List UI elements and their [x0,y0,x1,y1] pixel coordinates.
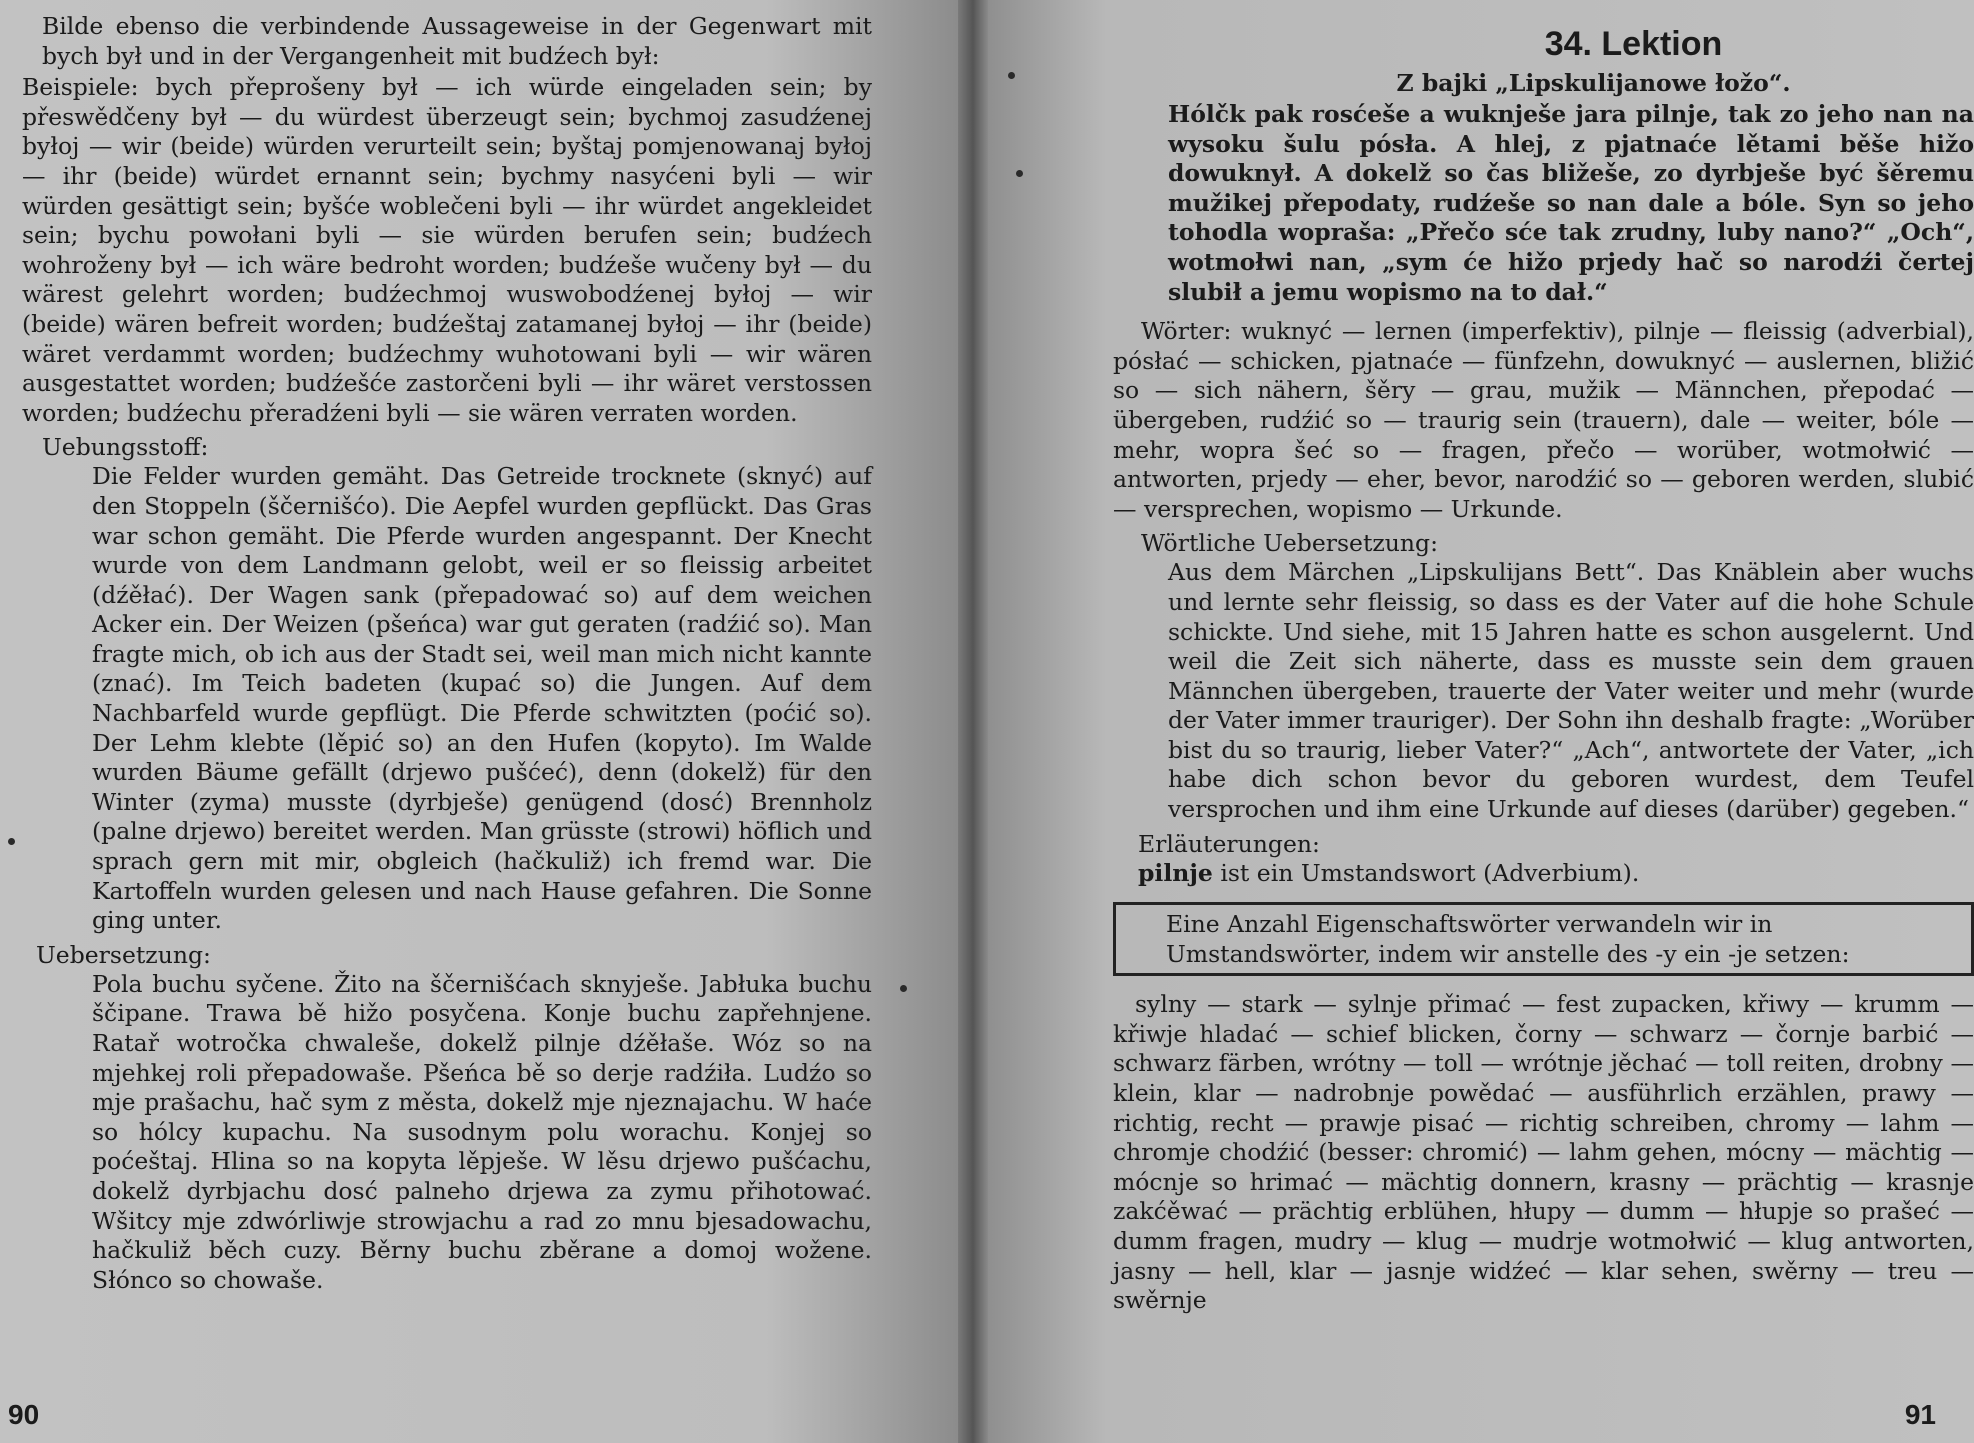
lesson-title: 34. Lektion [1544,25,1723,63]
exercise-heading: Uebungsstoff: [42,433,209,462]
notes-word: pilnje [1138,858,1213,887]
notes-heading: Erläuterungen: [1138,829,1320,858]
vocab-paragraph [1113,317,1974,524]
exercise-text: Die Felder wurden gemäht. Das Getreide trocknete (sknyć) auf den Stoppeln (ščernišćo). Die Aepfel wurden gepflückt. Das Gras war schon gemäht. Die Pferde wurden angespannt. Der Knecht wurde von dem Landmann gelobt, weil er so fleissig arbeitet (dźěłać). Der Wagen sank (přepadować so) auf dem weichen Acker ein. Der Weizen (pšeńca) war gut geraten (radźić so). Man fragte mich, ob ich aus der Stadt sei, weil man mich nicht kannte (znać). Im Teich badeten (kupać so) die Jungen. Auf dem Nachbarfeld wurde gepflügt. Die Pferde schwitzten (poćić so). Der Lehm klebte (lěpić so) an den Hufen (kopyto). Im Walde wurden Bäume gefällt (drjewo pušćeć), denn (dokelž) für den Winter (zyma) musste (dyrbješe) genügend (dosć) Brennholz (palne drjewo) bereitet werden. Man grüsste (strowi) höflich und sprach gern mit mir, obgleich (hačkuliž) ich fremd war. Die Kartoffeln wurden gelesen und nach Hause gefahren. Die Sonne ging unter. [92,462,872,935]
fable-title: Z bajki „Lipskulijanowe łožo“. [1396,69,1791,97]
page-number: 90 [8,1399,40,1430]
right-page [988,0,1974,1443]
vocab-text: wuknyć — lernen (imperfektiv), pilnje — fleissig (adverbial), pósłać — schicken, pjatnaće — fünfzehn, dowuknyć — auslernen, bližić so — sich nähern, šěry — grau, mužik — Männchen, přepodać — übergeben, rudźić so — traurig sein (trauern), dale — weiter, bóle — mehr, wopra šeć so — fragen, přečo — worüber, wotmołwić — antworten, prjedy — eher, bevor, narodźić so — geboren werden, slubić — versprechen, wopismo — Urkunde. [1113,317,1974,523]
book-gutter [958,0,988,1443]
left-page [0,0,958,1443]
translation-text: Pola buchu syčene. Žito na ščernišćach sknyješe. Jabłuka buchu ščipane. Trawa bě hižo posyčena. Konje buchu zapřehnjene. Ratař wotročka chwaleše, dokelž pilnje dźěłaše. Wóz so na mjehkej roli přepadowaše. Pšeńca bě so derje radźiła. Ludźo so mje prašachu, hač sym z města, dokelž mje njeznajachu. W haće so hólcy kupachu. Na susodnym polu worachu. Konjej so poćeštaj. Hlina so na kopyta lěpješe. W lěsu drjewo pušćachu, dokelž dyrbjachu dosć palneho drjewa za zymu přihotować. Wšitcy mje zdwórliwje strowjachu a rad zo mnu bjesadowachu, hačkuliž běch cuzy. Běrny buchu zběrane a domoj wožene. Słónco so chowaše. [92,969,872,1294]
vocab-heading: Wörter: [1141,317,1232,346]
print-speck [900,985,907,992]
literal-heading: Wörtliche Uebersetzung: [1141,529,1439,558]
adverb-list: sylny — stark — sylnje přimać — fest zupacken, křiwy — krumm — křiwje hladać — schief blicken, čorny — schwarz — čornje barbić — schwarz färben, wrótny — toll — wrótnje jěchać — toll reiten, drobny — klein, klar — nadrobnje powědać — ausführlich erzählen, prawy — richtig, recht — prawje pisać — richtig schreiben, chromy — lahm — chromje chodźić (besser: chromić) — lahm gehen, mócny — mächtig — mócnje so hrimać — mächtig donnern, krasny — prächtig — krasnje zakćěwać — prächtig erblühen, hłupy — dumm — hłupje so prašeć — dumm fragen, mudry — klug — mudrje wotmołwić — klug antworten, jasny — hell, klar — jasnje widźeć — klar sehen, swěrny — treu — swěrnje [1113,990,1974,1315]
print-speck [1016,170,1023,177]
page-number: 91 [1904,1399,1936,1430]
rule-box [1113,902,1974,976]
rule-text: Eine Anzahl Eigenschaftswörter verwandeln wir in Umstandswörter, indem wir anstelle des -y ein -je setzen: [1166,910,1850,969]
print-speck [1008,72,1015,79]
literal-text: Aus dem Märchen „Lipskulijans Bett“. Das Knäblein aber wuchs und lernte sehr fleissig, so dass es der Vater auf die hohe Schule schickte. Und siehe, mit 15 Jahren hatte es schon ausgelernt. Und weil die Zeit sich näherte, dass es musste sein dem grauen Männchen übergeben, trauerte der Vater weiter und mehr (wurde der Vater immer trauriger). Der Sohn ihn deshalb fragte: „Worüber bist du so traurig, lieber Vater?“ „Ach“, antwortete der Vater, „ich habe dich schon bevor du geboren wurdest, dem Teufel versprochen und ihm eine Urkunde auf dieses (darüber) gegeben.“ [1168,558,1974,824]
notes-line [1113,859,1974,889]
print-speck [8,838,15,845]
translation-heading: Uebersetzung: [36,940,211,969]
intro-paragraph: Bilde ebenso die verbindende Aussageweise in der Gegenwart mit bych był und in der Vergangenheit mit budźech był: [42,12,872,70]
fable-text: Hólčk pak rosćeše a wuknješe jara pilnje, tak zo jeho nan na wysoku šulu pósła. A hlej, z pjatnaće lětami běše hižo dowuknył. A dokelž so čas bližeše, zo dyrbješe być šěremu mužikej přepodaty, rudźeše so nan dale a bóle. Syn so jeho tohodla wopraša: „Přečo sće tak zrudny, luby nano?“ „Och“, wotmołwi nan, „sym će hižo prjedy hač so narodźi čertej slubił a jemu wopismo na to dał.“ [1168,100,1974,306]
examples-paragraph: Beispiele: bych přeprošeny był — ich würde eingeladen sein; by přeswědčeny był — du würdest überzeugt sein; bychmoj zasudźenej byłoj — wir (beide) würden verurteilt sein; byštaj pomjenowanaj byłoj — ihr (beide) würdet ernannt sein; bychmy nasyćeni byli — wir würden gesättigt sein; byšće woblečeni byli — ihr würdet angekleidet sein; bychu powołani byli — sie würden berufen sein; budźech wohroženy był — ich wäre bedroht worden; budźeše wučeny był — du wärest gelehrt worden; budźechmoj wuswobodźenej byłoj — wir (beide) wären befreit worden; budźeštaj zatamanej byłoj — ihr (beide) wäret verdammt worden; budźechmy wuhotowani byli — wir wären ausgestattet worden; budźešće zastorčeni byli — ihr wäret verstossen worden; budźechu přeradźeni byli — sie wären verraten worden. [22,73,872,427]
notes-text: ist ein Umstandswort (Adverbium). [1220,858,1640,887]
